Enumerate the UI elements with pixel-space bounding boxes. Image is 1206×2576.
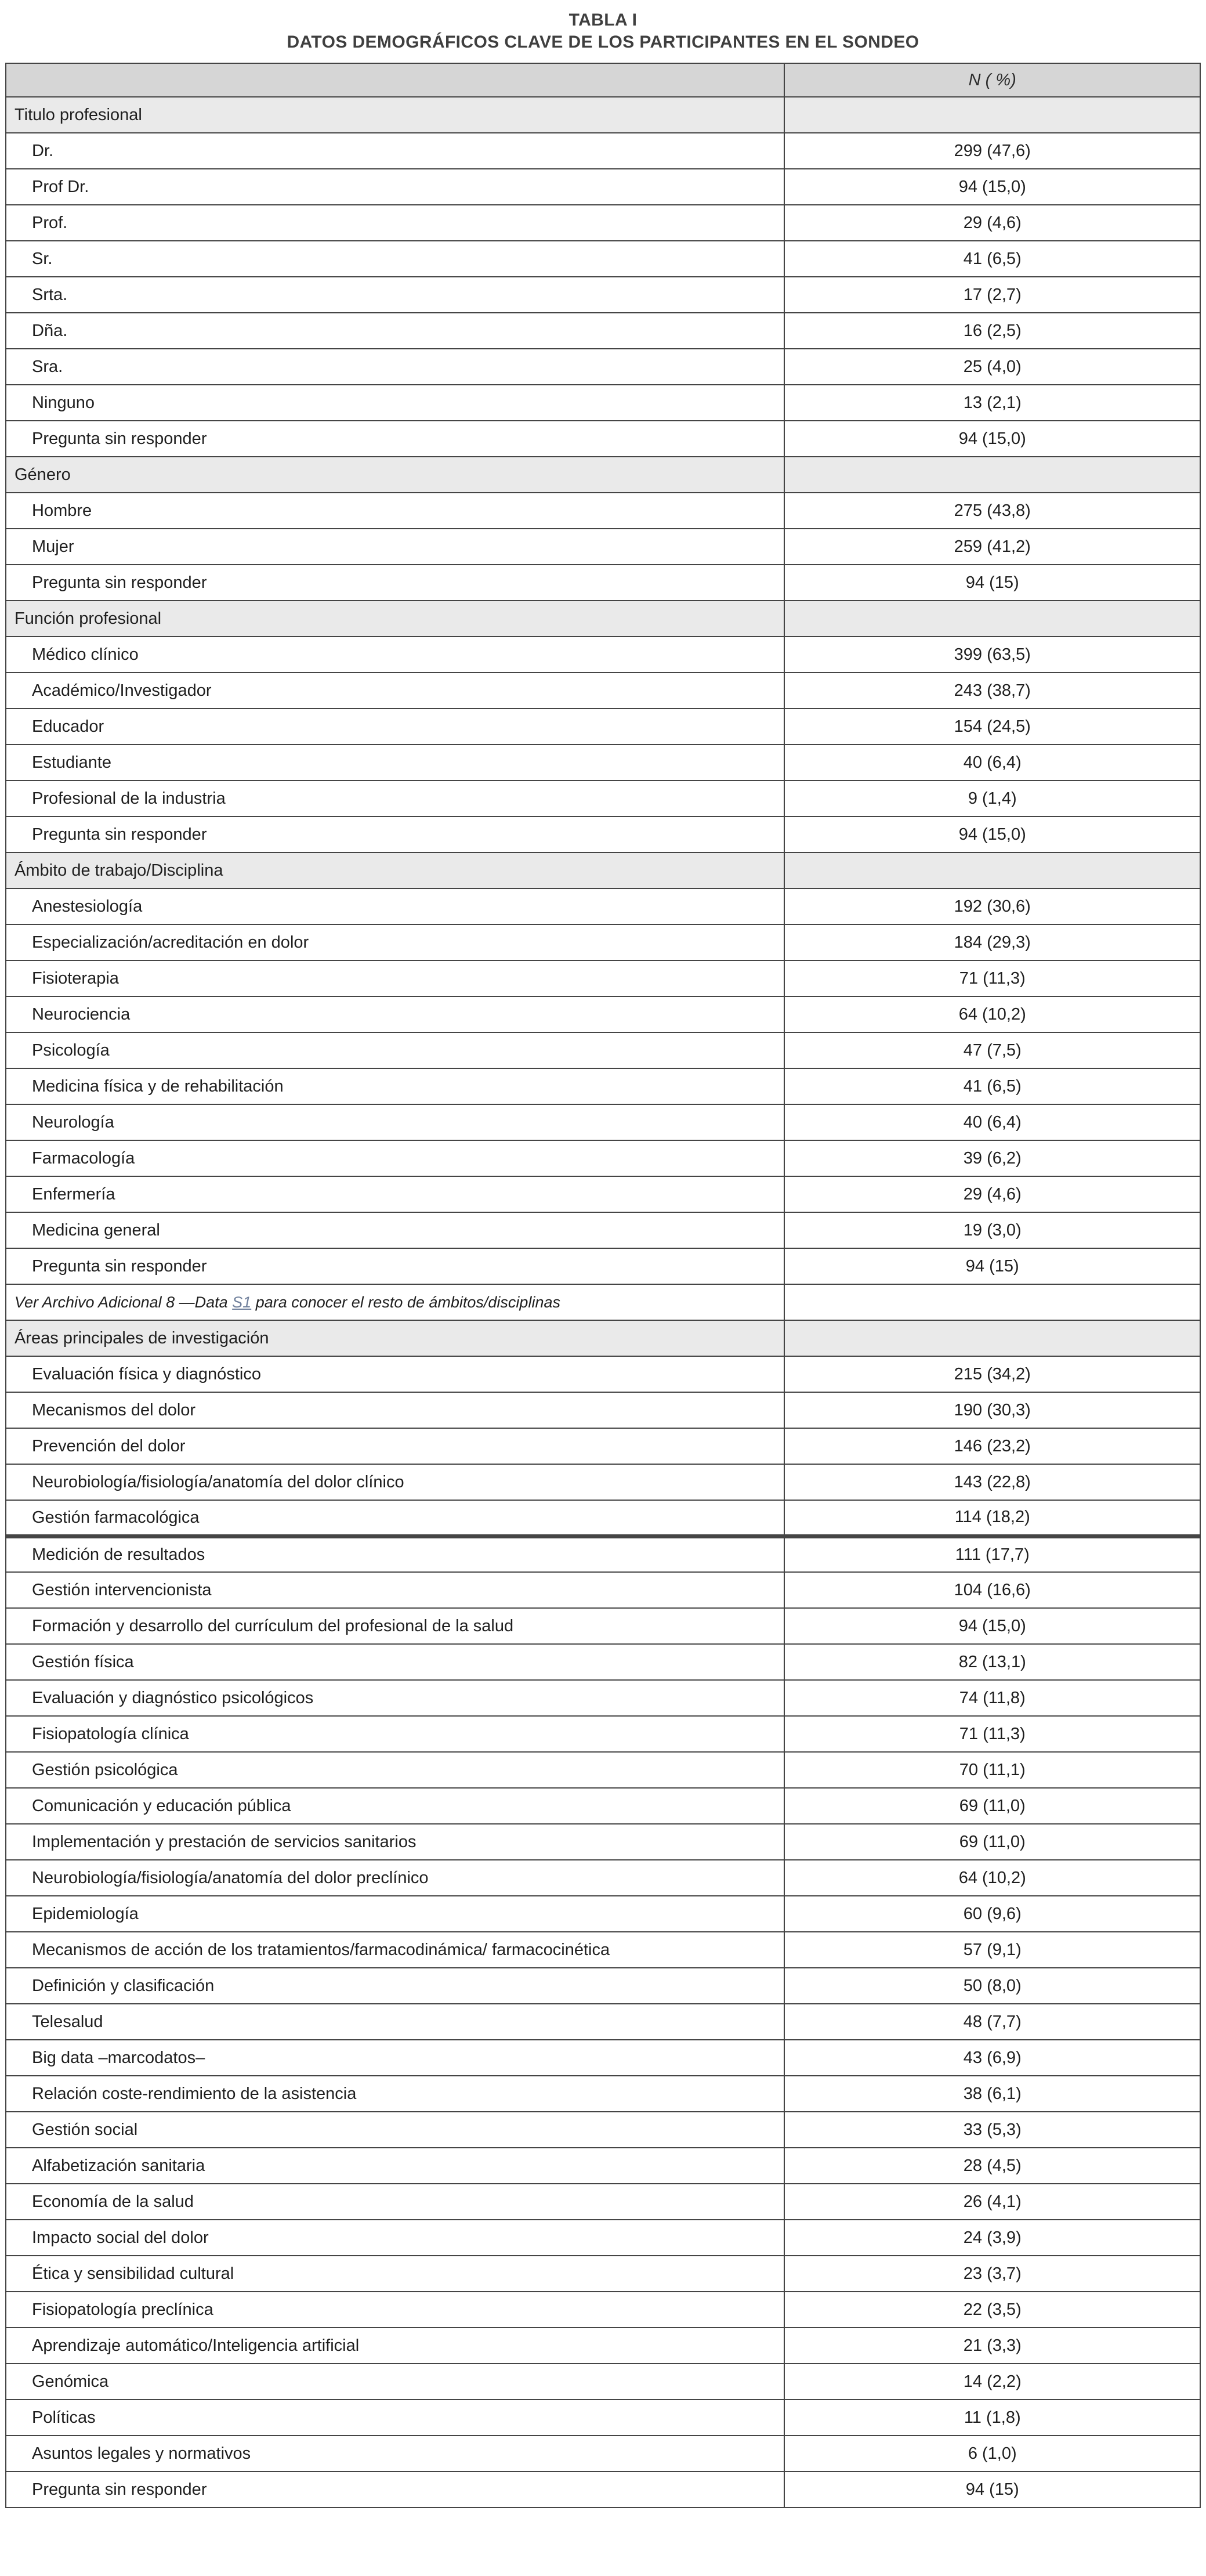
table-row — [6, 169, 1200, 205]
row-label: Políticas — [6, 2400, 784, 2436]
table-row — [6, 1644, 1200, 1680]
row-label: Pregunta sin responder — [6, 565, 784, 601]
section-header-label: Función profesional — [6, 601, 784, 637]
row-label: Académico/Investigador — [6, 673, 784, 709]
row-label: Definición y clasificación — [6, 1968, 784, 2004]
row-label: Especialización/acreditación en dolor — [6, 924, 784, 960]
row-value: 243 (38,7) — [784, 673, 1200, 709]
row-value: 64 (10,2) — [784, 996, 1200, 1032]
row-value: 40 (6,4) — [784, 745, 1200, 781]
row-label: Mujer — [6, 529, 784, 565]
row-label: Alfabetización sanitaria — [6, 2148, 784, 2184]
row-label: Fisiopatología clínica — [6, 1716, 784, 1752]
row-value: 70 (11,1) — [784, 1752, 1200, 1788]
table-row — [6, 2436, 1200, 2472]
section-header-row — [6, 457, 1200, 493]
row-value: 94 (15) — [784, 2472, 1200, 2508]
row-label: Profesional de la industria — [6, 781, 784, 816]
table-row — [6, 2400, 1200, 2436]
row-value: 143 (22,8) — [784, 1464, 1200, 1500]
row-label: Pregunta sin responder — [6, 816, 784, 852]
row-value: 82 (13,1) — [784, 1644, 1200, 1680]
label-column-header — [6, 63, 784, 97]
row-label: Pregunta sin responder — [6, 1248, 784, 1284]
row-label: Medicina general — [6, 1212, 784, 1248]
row-label: Formación y desarrollo del currículum del profesional de la salud — [6, 1608, 784, 1644]
table-row — [6, 421, 1200, 457]
row-value: 26 (4,1) — [784, 2184, 1200, 2220]
row-value: 69 (11,0) — [784, 1824, 1200, 1860]
row-value: 43 (6,9) — [784, 2040, 1200, 2076]
row-value: 22 (3,5) — [784, 2292, 1200, 2328]
table-row — [6, 241, 1200, 277]
row-value: 94 (15,0) — [784, 816, 1200, 852]
table-row — [6, 349, 1200, 385]
row-value: 190 (30,3) — [784, 1392, 1200, 1428]
row-value: 111 (17,7) — [784, 1536, 1200, 1572]
row-label: Farmacología — [6, 1140, 784, 1176]
section-header-row — [6, 601, 1200, 637]
section-header-row — [6, 852, 1200, 888]
row-value: 71 (11,3) — [784, 1716, 1200, 1752]
row-label: Prof. — [6, 205, 784, 241]
table-row — [6, 2328, 1200, 2364]
row-value: 47 (7,5) — [784, 1032, 1200, 1068]
row-label: Estudiante — [6, 745, 784, 781]
row-label: Psicología — [6, 1032, 784, 1068]
row-value: 25 (4,0) — [784, 349, 1200, 385]
table-body — [6, 97, 1200, 2508]
row-label: Relación coste-rendimiento de la asistencia — [6, 2076, 784, 2112]
row-value: 16 (2,5) — [784, 313, 1200, 349]
row-label: Gestión física — [6, 1644, 784, 1680]
section-header-label: Titulo profesional — [6, 97, 784, 133]
row-label: Sra. — [6, 349, 784, 385]
row-label: Prof Dr. — [6, 169, 784, 205]
row-value: 29 (4,6) — [784, 1176, 1200, 1212]
table-row — [6, 2256, 1200, 2292]
section-header-row — [6, 97, 1200, 133]
section-header-fill — [784, 97, 1200, 133]
table-row — [6, 2364, 1200, 2400]
table-row — [6, 1716, 1200, 1752]
row-label: Educador — [6, 709, 784, 745]
table-row — [6, 565, 1200, 601]
row-value: 48 (7,7) — [784, 2004, 1200, 2040]
table-row — [6, 1464, 1200, 1500]
row-label: Evaluación y diagnóstico psicológicos — [6, 1680, 784, 1716]
table-row — [6, 1608, 1200, 1644]
table-row — [6, 133, 1200, 169]
row-value: 192 (30,6) — [784, 888, 1200, 924]
table-row — [6, 1788, 1200, 1824]
table-caption — [0, 0, 1206, 53]
row-value: 39 (6,2) — [784, 1140, 1200, 1176]
section-header-label: Ámbito de trabajo/Disciplina — [6, 852, 784, 888]
row-label: Aprendizaje automático/Inteligencia artificial — [6, 2328, 784, 2364]
table-subtitle: DATOS DEMOGRÁFICOS CLAVE DE LOS PARTICIPANTES EN EL SONDEO — [287, 32, 919, 52]
row-value: 94 (15) — [784, 565, 1200, 601]
row-value: 154 (24,5) — [784, 709, 1200, 745]
table-row — [6, 2076, 1200, 2112]
row-value: 94 (15) — [784, 1248, 1200, 1284]
table-row — [6, 1536, 1200, 1572]
table-row — [6, 1680, 1200, 1716]
table-row — [6, 2472, 1200, 2508]
row-label: Gestión psicológica — [6, 1752, 784, 1788]
row-label: Big data –marcodatos– — [6, 2040, 784, 2076]
footnote-link-s1[interactable]: S1 — [232, 1293, 252, 1311]
row-label: Asuntos legales y normativos — [6, 2436, 784, 2472]
row-label: Hombre — [6, 493, 784, 529]
section-header-fill — [784, 852, 1200, 888]
row-label: Dña. — [6, 313, 784, 349]
table-row — [6, 1032, 1200, 1068]
row-value: 104 (16,6) — [784, 1572, 1200, 1608]
row-label: Evaluación física y diagnóstico — [6, 1356, 784, 1392]
row-label: Ética y sensibilidad cultural — [6, 2256, 784, 2292]
row-value: 41 (6,5) — [784, 1068, 1200, 1104]
row-label: Neurología — [6, 1104, 784, 1140]
table-row — [6, 781, 1200, 816]
table-row — [6, 1212, 1200, 1248]
table-row — [6, 1068, 1200, 1104]
table-row — [6, 385, 1200, 421]
table-row — [6, 2292, 1200, 2328]
row-value: 94 (15,0) — [784, 169, 1200, 205]
row-value: 57 (9,1) — [784, 1932, 1200, 1968]
table-row — [6, 313, 1200, 349]
table-row — [6, 2040, 1200, 2076]
row-label: Anestesiología — [6, 888, 784, 924]
table-row — [6, 1932, 1200, 1968]
row-label: Pregunta sin responder — [6, 2472, 784, 2508]
table-row — [6, 745, 1200, 781]
row-value: 60 (9,6) — [784, 1896, 1200, 1932]
table-row — [6, 888, 1200, 924]
table-row — [6, 1968, 1200, 2004]
section-header-fill — [784, 457, 1200, 493]
row-label: Genómica — [6, 2364, 784, 2400]
row-value: 71 (11,3) — [784, 960, 1200, 996]
row-label: Médico clínico — [6, 637, 784, 673]
row-label: Comunicación y educación pública — [6, 1788, 784, 1824]
row-label: Pregunta sin responder — [6, 421, 784, 457]
table-row — [6, 205, 1200, 241]
table-row — [6, 996, 1200, 1032]
row-label: Mecanismos del dolor — [6, 1392, 784, 1428]
row-label: Medicina física y de rehabilitación — [6, 1068, 784, 1104]
demographics-table — [5, 63, 1201, 2508]
value-column-header: N ( %) — [784, 63, 1200, 97]
header-row — [6, 63, 1200, 97]
table-row — [6, 2112, 1200, 2148]
table-row — [6, 637, 1200, 673]
row-value: 14 (2,2) — [784, 2364, 1200, 2400]
row-value: 215 (34,2) — [784, 1356, 1200, 1392]
row-label: Dr. — [6, 133, 784, 169]
table-row — [6, 1752, 1200, 1788]
row-label: Enfermería — [6, 1176, 784, 1212]
row-label: Mecanismos de acción de los tratamientos/farmacodinámica/ farmacocinética — [6, 1932, 784, 1968]
row-label: Telesalud — [6, 2004, 784, 2040]
table-row — [6, 1824, 1200, 1860]
table-row — [6, 924, 1200, 960]
table-row — [6, 2184, 1200, 2220]
row-value: 41 (6,5) — [784, 241, 1200, 277]
row-value: 94 (15,0) — [784, 421, 1200, 457]
row-label: Neurobiología/fisiología/anatomía del dolor clínico — [6, 1464, 784, 1500]
row-label: Neurobiología/fisiología/anatomía del dolor preclínico — [6, 1860, 784, 1896]
row-label: Neurociencia — [6, 996, 784, 1032]
table-row — [6, 2148, 1200, 2184]
row-label: Epidemiología — [6, 1896, 784, 1932]
row-label: Ninguno — [6, 385, 784, 421]
section-header-fill — [784, 1320, 1200, 1356]
table-row — [6, 1176, 1200, 1212]
table-row — [6, 493, 1200, 529]
row-value: 259 (41,2) — [784, 529, 1200, 565]
row-value: 114 (18,2) — [784, 1500, 1200, 1536]
section-header-row — [6, 1320, 1200, 1356]
row-label: Fisiopatología preclínica — [6, 2292, 784, 2328]
footnote-text — [6, 1284, 784, 1320]
row-label: Impacto social del dolor — [6, 2220, 784, 2256]
row-value: 33 (5,3) — [784, 2112, 1200, 2148]
table-row — [6, 816, 1200, 852]
row-value: 19 (3,0) — [784, 1212, 1200, 1248]
footnote-row — [6, 1284, 1200, 1320]
row-value: 74 (11,8) — [784, 1680, 1200, 1716]
row-label: Fisioterapia — [6, 960, 784, 996]
row-label: Gestión intervencionista — [6, 1572, 784, 1608]
row-value: 184 (29,3) — [784, 924, 1200, 960]
row-value: 399 (63,5) — [784, 637, 1200, 673]
table-row — [6, 1392, 1200, 1428]
row-value: 24 (3,9) — [784, 2220, 1200, 2256]
row-label: Medición de resultados — [6, 1536, 784, 1572]
table-row — [6, 2004, 1200, 2040]
table-row — [6, 709, 1200, 745]
row-label: Economía de la salud — [6, 2184, 784, 2220]
table-title: TABLA I — [568, 10, 638, 30]
row-label: Srta. — [6, 277, 784, 313]
table-row — [6, 673, 1200, 709]
footnote-suffix: para conocer el resto de ámbitos/disciplinas — [251, 1293, 560, 1311]
section-header-label: Género — [6, 457, 784, 493]
row-value: 146 (23,2) — [784, 1428, 1200, 1464]
row-value: 50 (8,0) — [784, 1968, 1200, 2004]
table-row — [6, 2220, 1200, 2256]
footnote-fill — [784, 1284, 1200, 1320]
table-row — [6, 1140, 1200, 1176]
section-header-fill — [784, 601, 1200, 637]
row-value: 69 (11,0) — [784, 1788, 1200, 1824]
section-header-label: Áreas principales de investigación — [6, 1320, 784, 1356]
row-value: 13 (2,1) — [784, 385, 1200, 421]
row-value: 21 (3,3) — [784, 2328, 1200, 2364]
row-label: Implementación y prestación de servicios sanitarios — [6, 1824, 784, 1860]
table-row — [6, 1860, 1200, 1896]
row-label: Gestión social — [6, 2112, 784, 2148]
table-row — [6, 1572, 1200, 1608]
row-value: 38 (6,1) — [784, 2076, 1200, 2112]
table-row — [6, 1104, 1200, 1140]
row-label: Prevención del dolor — [6, 1428, 784, 1464]
row-value: 11 (1,8) — [784, 2400, 1200, 2436]
row-value: 28 (4,5) — [784, 2148, 1200, 2184]
table-row — [6, 1356, 1200, 1392]
row-value: 23 (3,7) — [784, 2256, 1200, 2292]
row-value: 6 (1,0) — [784, 2436, 1200, 2472]
table-row — [6, 1896, 1200, 1932]
row-label: Gestión farmacológica — [6, 1500, 784, 1536]
table-row — [6, 277, 1200, 313]
row-value: 40 (6,4) — [784, 1104, 1200, 1140]
row-value: 29 (4,6) — [784, 205, 1200, 241]
table-row — [6, 960, 1200, 996]
footnote-prefix: Ver Archivo Adicional 8 —Data — [15, 1293, 233, 1311]
row-value: 94 (15,0) — [784, 1608, 1200, 1644]
table-row — [6, 1428, 1200, 1464]
row-value: 9 (1,4) — [784, 781, 1200, 816]
row-value: 64 (10,2) — [784, 1860, 1200, 1896]
row-value: 17 (2,7) — [784, 277, 1200, 313]
row-label: Sr. — [6, 241, 784, 277]
row-value: 275 (43,8) — [784, 493, 1200, 529]
table-row — [6, 1248, 1200, 1284]
table-row — [6, 1500, 1200, 1536]
row-value: 299 (47,6) — [784, 133, 1200, 169]
table-row — [6, 529, 1200, 565]
